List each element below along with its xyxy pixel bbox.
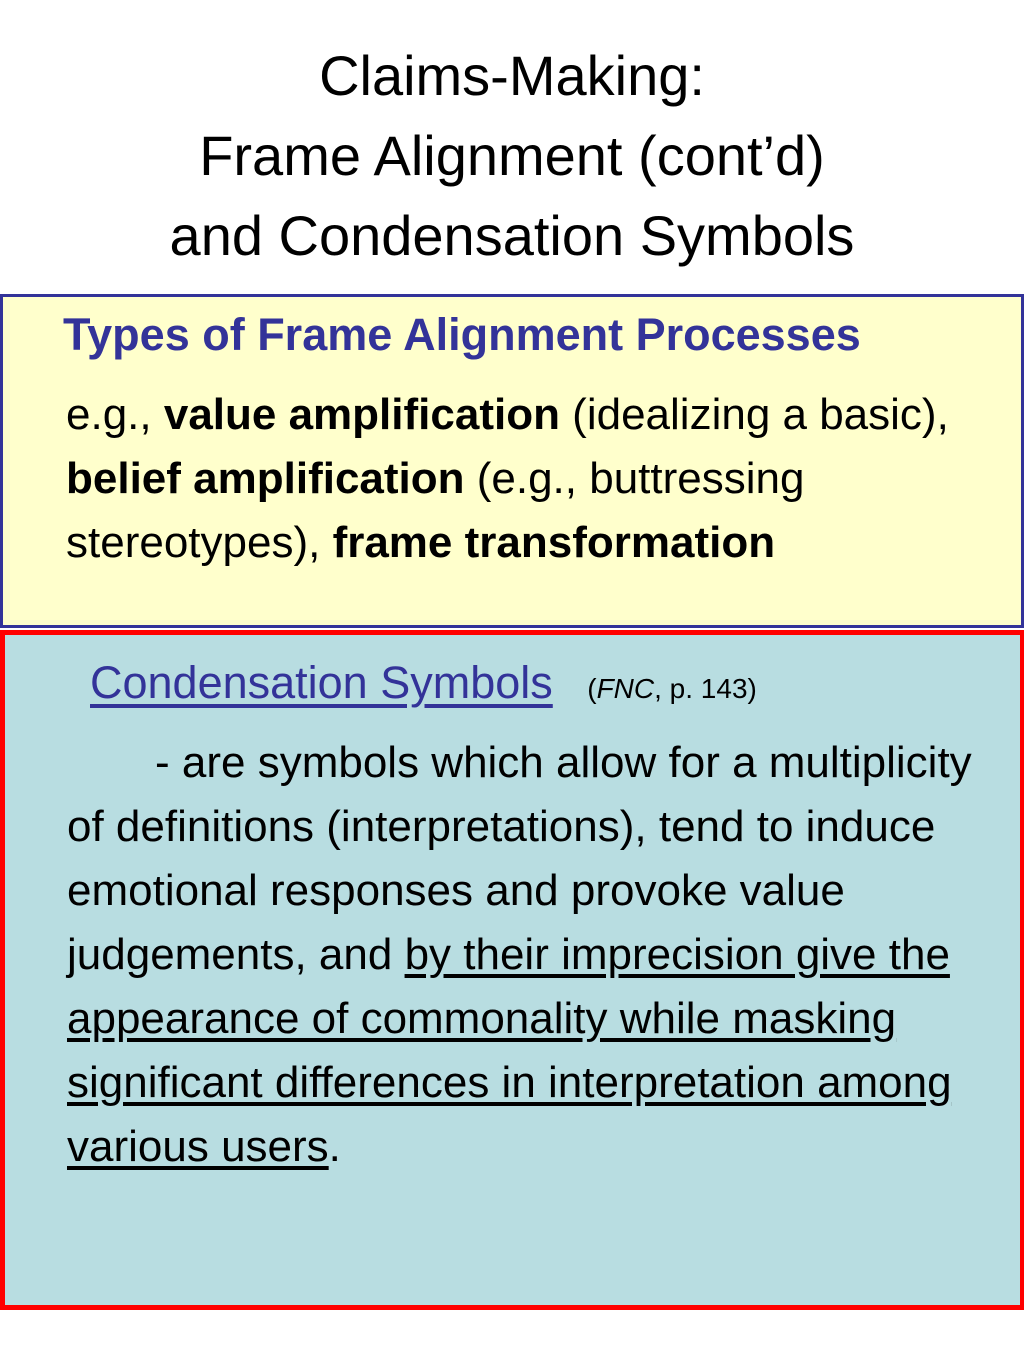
title-line-1: Claims-Making: <box>319 44 705 107</box>
text-run: e.g., <box>66 390 164 439</box>
term-belief-amplification: belief amplification <box>66 454 465 503</box>
frame-alignment-text <box>66 383 1011 575</box>
slide-title <box>0 36 1024 276</box>
text-run: - are symbols which allow for a multiplicity of definitions (interpretations), tend to induce emotional responses and provoke value judgements, and <box>67 738 972 979</box>
condensation-symbols-box <box>0 630 1024 1310</box>
underlined-text: by their imprecision give the appearance of commonality while masking significant differences in interpretation among various users <box>67 930 952 1171</box>
text-run: (idealizing a basic), <box>559 390 949 439</box>
condensation-heading-row <box>90 657 757 709</box>
frame-alignment-box <box>0 294 1024 628</box>
ref-source: FNC <box>596 673 655 704</box>
term-frame-transformation: frame transformation <box>332 518 776 567</box>
condensation-heading: Condensation Symbols <box>90 657 553 708</box>
term-value-amplification: value amplification <box>163 390 560 439</box>
condensation-definition <box>67 731 1012 1179</box>
title-line-2: Frame Alignment (cont’d) <box>199 124 825 187</box>
text-run: . <box>328 1122 341 1171</box>
ref-open: ( <box>587 673 597 704</box>
frame-alignment-heading: Types of Frame Alignment Processes <box>63 309 861 360</box>
ref-page: , p. 143) <box>654 673 757 704</box>
title-line-3: and Condensation Symbols <box>169 204 855 267</box>
text-run: (e.g., buttressing stereotypes), <box>66 454 805 567</box>
source-reference <box>587 673 757 704</box>
